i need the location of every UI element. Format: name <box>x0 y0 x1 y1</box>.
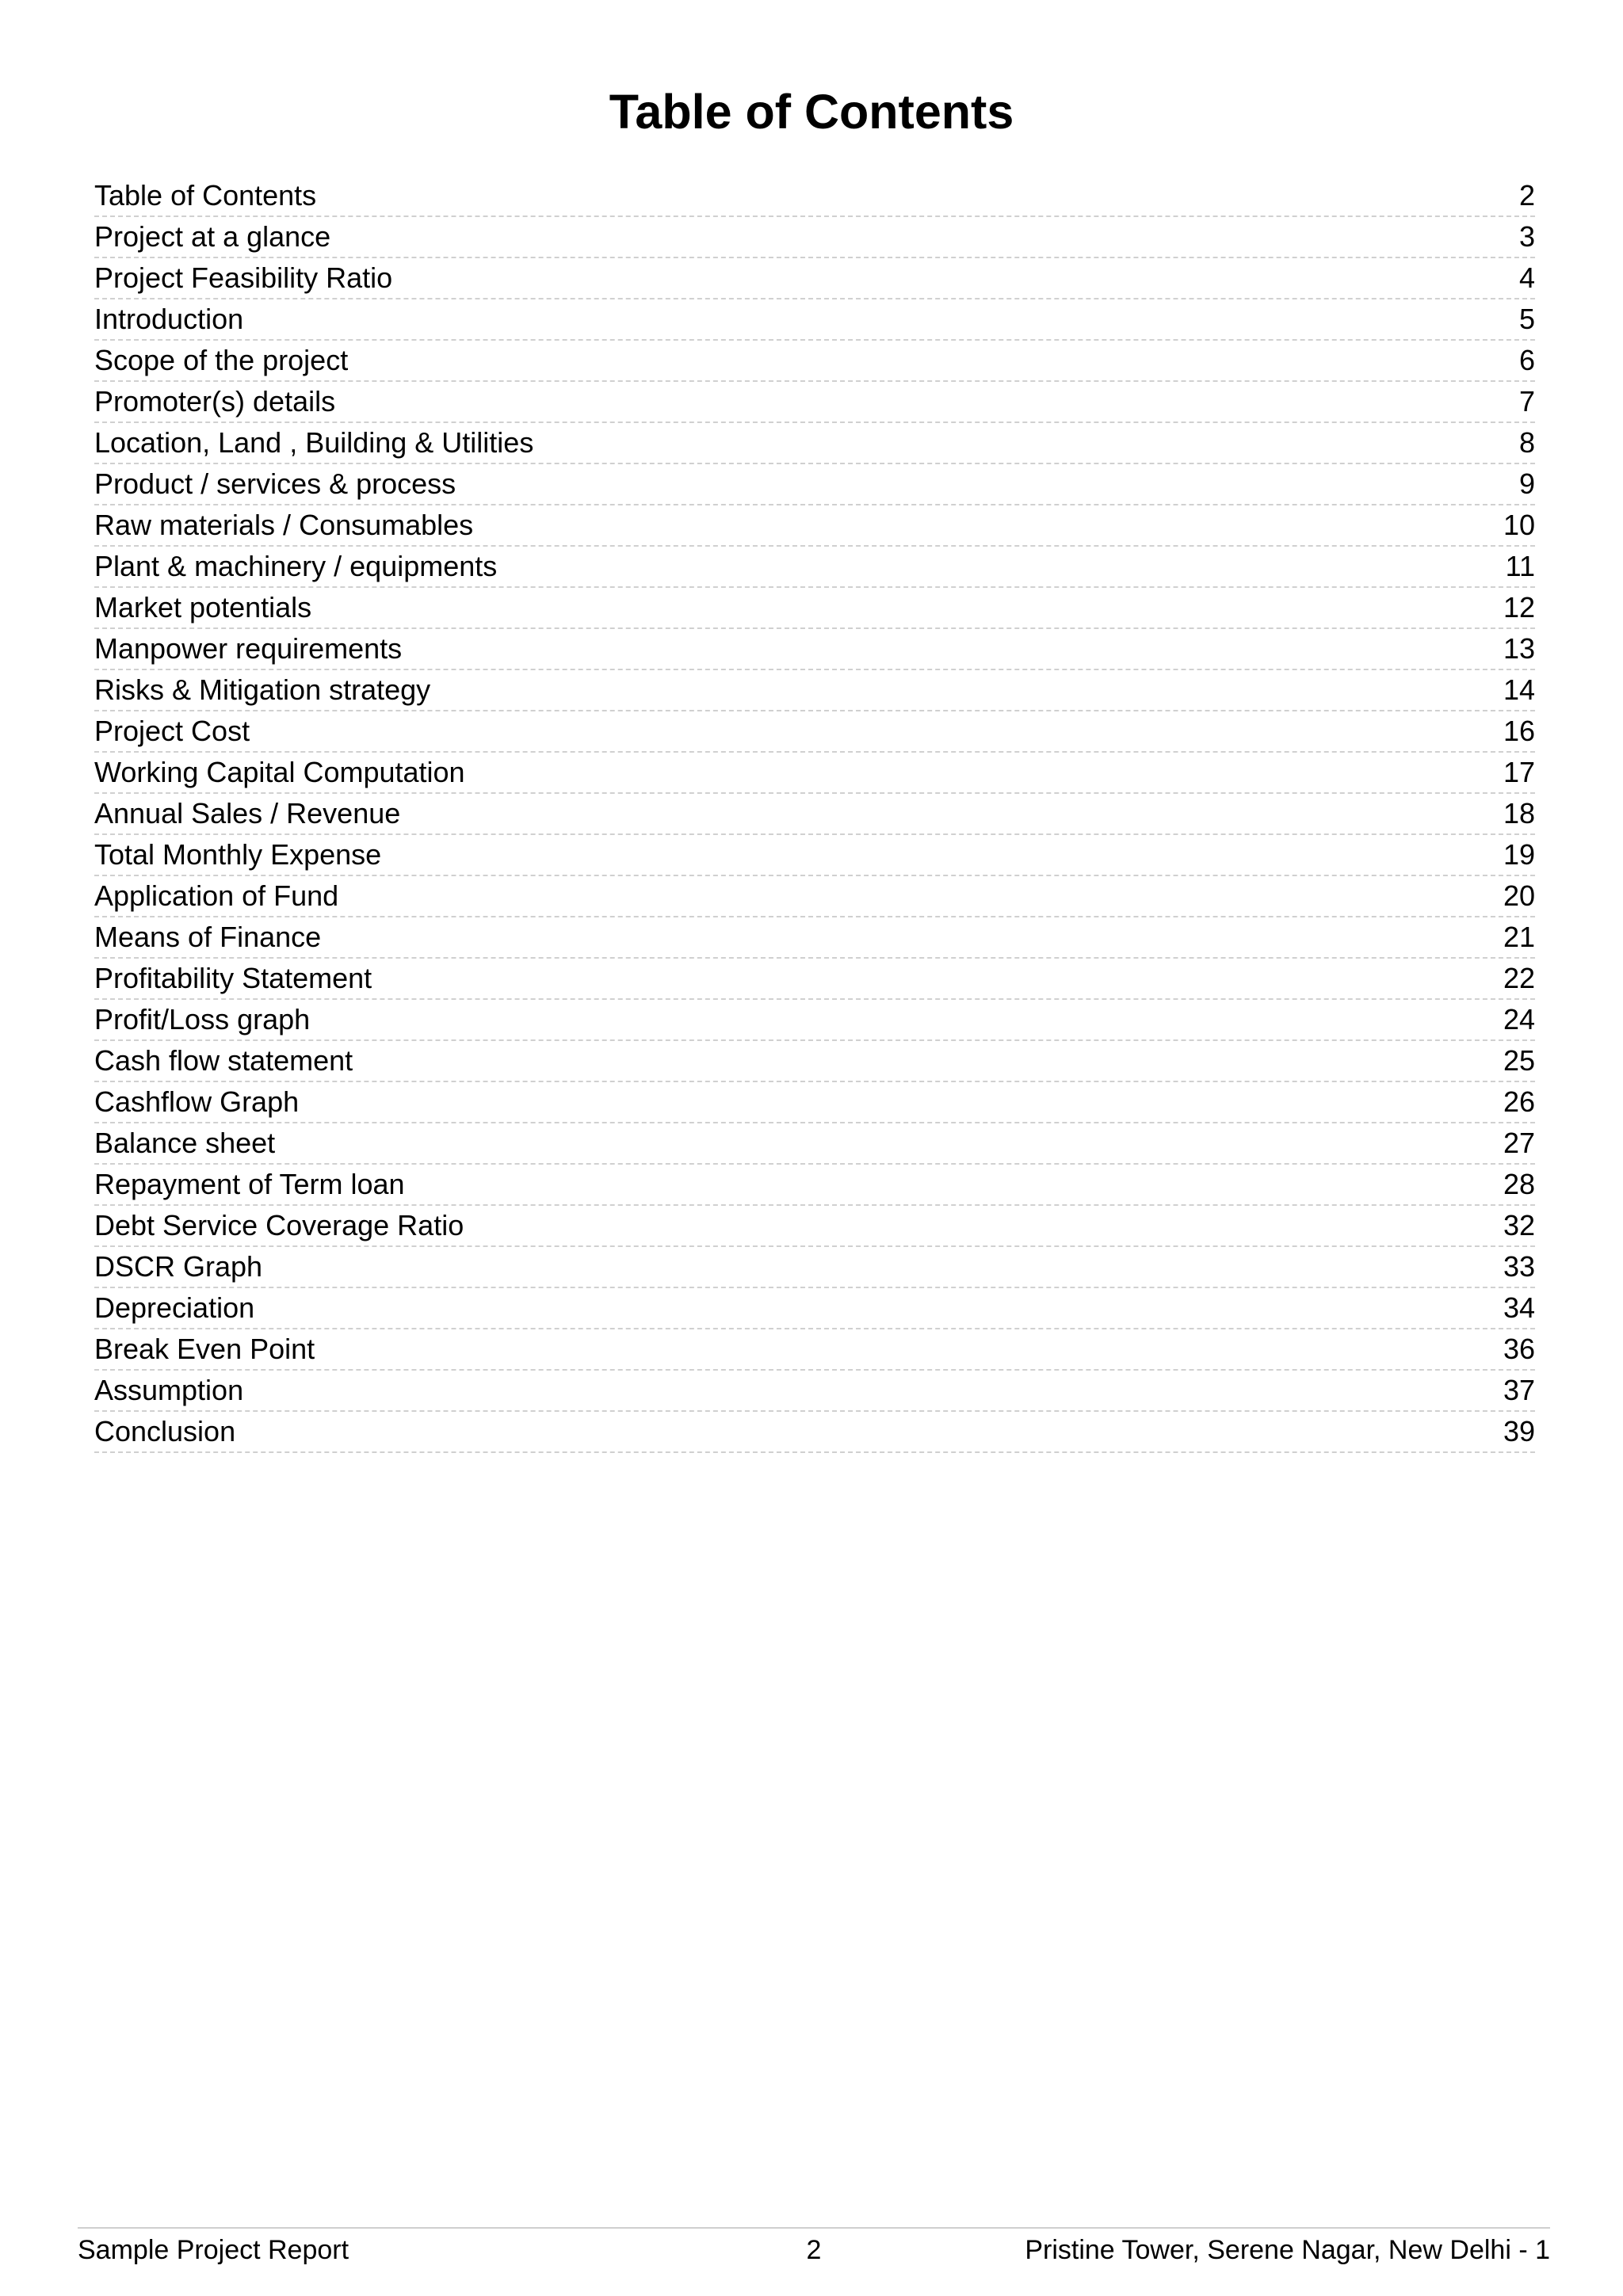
toc-entry-page-number: 11 <box>1505 550 1535 582</box>
toc-entry[interactable] <box>94 588 1535 629</box>
toc-entry-label: Application of Fund <box>94 879 339 912</box>
toc-entry-page-number: 17 <box>1503 756 1535 788</box>
toc-entry-page-number: 37 <box>1503 1374 1535 1406</box>
toc-list <box>94 176 1535 1453</box>
toc-entry-label: Location, Land , Building & Utilities <box>94 426 534 459</box>
toc-entry-label: Depreciation <box>94 1291 255 1324</box>
footer-report-name: Sample Project Report <box>78 2235 349 2265</box>
toc-entry-label: Working Capital Computation <box>94 756 465 788</box>
toc-entry[interactable] <box>94 1165 1535 1206</box>
toc-entry[interactable] <box>94 341 1535 382</box>
footer-address: Pristine Tower, Serene Nagar, New Delhi - 1 <box>1025 2235 1550 2265</box>
toc-entry[interactable] <box>94 217 1535 258</box>
toc-entry-page-number: 34 <box>1503 1291 1535 1324</box>
toc-entry[interactable] <box>94 1082 1535 1123</box>
toc-entry-page-number: 24 <box>1503 1003 1535 1035</box>
toc-entry-page-number: 25 <box>1503 1044 1535 1077</box>
toc-entry-page-number: 36 <box>1503 1333 1535 1365</box>
toc-entry-page-number: 39 <box>1503 1415 1535 1447</box>
toc-entry-page-number: 10 <box>1503 509 1535 541</box>
toc-entry-label: Cash flow statement <box>94 1044 353 1077</box>
toc-entry-label: Repayment of Term loan <box>94 1168 405 1200</box>
toc-entry-page-number: 13 <box>1503 632 1535 665</box>
toc-entry-label: Total Monthly Expense <box>94 838 382 871</box>
toc-entry-page-number: 8 <box>1518 426 1535 459</box>
toc-entry-page-number: 18 <box>1503 797 1535 830</box>
toc-entry[interactable] <box>94 1247 1535 1288</box>
toc-entry-page-number: 33 <box>1503 1250 1535 1283</box>
toc-entry-label: Conclusion <box>94 1415 236 1447</box>
footer-page-number: 2 <box>806 2235 822 2265</box>
toc-entry[interactable] <box>94 505 1535 547</box>
toc-entry[interactable] <box>94 1000 1535 1041</box>
toc-entry[interactable] <box>94 464 1535 505</box>
toc-entry-label: Project at a glance <box>94 220 331 253</box>
toc-entry[interactable] <box>94 753 1535 794</box>
toc-entry[interactable] <box>94 1412 1535 1453</box>
toc-entry-page-number: 26 <box>1503 1085 1535 1118</box>
toc-entry-label: Scope of the project <box>94 344 349 376</box>
toc-entry-page-number: 7 <box>1518 385 1535 418</box>
page-footer <box>78 2231 1550 2269</box>
toc-entry[interactable] <box>94 547 1535 588</box>
toc-entry-page-number: 2 <box>1518 179 1535 212</box>
toc-entry-label: Introduction <box>94 303 244 335</box>
toc-entry-page-number: 9 <box>1518 467 1535 500</box>
toc-entry-label: Profit/Loss graph <box>94 1003 311 1035</box>
toc-entry-page-number: 28 <box>1503 1168 1535 1200</box>
toc-entry-label: Table of Contents <box>94 179 317 212</box>
toc-entry-label: Debt Service Coverage Ratio <box>94 1209 464 1241</box>
toc-entry-label: Risks & Mitigation strategy <box>94 673 431 706</box>
toc-entry[interactable] <box>94 1041 1535 1082</box>
toc-entry[interactable] <box>94 629 1535 670</box>
toc-entry[interactable] <box>94 1329 1535 1371</box>
toc-entry-page-number: 22 <box>1503 962 1535 994</box>
toc-entry-label: Market potentials <box>94 591 312 624</box>
toc-entry[interactable] <box>94 258 1535 299</box>
toc-entry[interactable] <box>94 711 1535 753</box>
toc-entry-page-number: 4 <box>1518 261 1535 294</box>
toc-entry-label: Product / services & process <box>94 467 456 500</box>
toc-entry-page-number: 3 <box>1518 220 1535 253</box>
toc-entry[interactable] <box>94 670 1535 711</box>
toc-entry[interactable] <box>94 1288 1535 1329</box>
toc-entry[interactable] <box>94 959 1535 1000</box>
toc-entry-label: Manpower requirements <box>94 632 403 665</box>
toc-entry-label: Raw materials / Consumables <box>94 509 474 541</box>
toc-entry[interactable] <box>94 794 1535 835</box>
toc-entry-page-number: 19 <box>1503 838 1535 871</box>
toc-entry-label: Plant & machinery / equipments <box>94 550 498 582</box>
toc-entry[interactable] <box>94 1371 1535 1412</box>
toc-entry-label: Annual Sales / Revenue <box>94 797 401 830</box>
toc-entry-label: Assumption <box>94 1374 244 1406</box>
toc-entry-label: Balance sheet <box>94 1127 276 1159</box>
toc-entry-page-number: 32 <box>1503 1209 1535 1241</box>
toc-entry-page-number: 12 <box>1503 591 1535 624</box>
toc-entry-page-number: 16 <box>1503 715 1535 747</box>
toc-entry-label: Break Even Point <box>94 1333 315 1365</box>
toc-entry[interactable] <box>94 176 1535 217</box>
toc-entry-label: Promoter(s) details <box>94 385 336 418</box>
toc-entry-page-number: 27 <box>1503 1127 1535 1159</box>
toc-entry-page-number: 14 <box>1503 673 1535 706</box>
toc-entry[interactable] <box>94 917 1535 959</box>
toc-entry[interactable] <box>94 835 1535 876</box>
toc-entry[interactable] <box>94 423 1535 464</box>
toc-entry[interactable] <box>94 1123 1535 1165</box>
footer-divider <box>78 2227 1550 2229</box>
toc-entry-label: Project Feasibility Ratio <box>94 261 393 294</box>
toc-entry-label: DSCR Graph <box>94 1250 263 1283</box>
toc-entry-page-number: 5 <box>1518 303 1535 335</box>
toc-entry[interactable] <box>94 876 1535 917</box>
toc-entry-page-number: 20 <box>1503 879 1535 912</box>
toc-entry[interactable] <box>94 382 1535 423</box>
toc-entry-label: Means of Finance <box>94 921 322 953</box>
toc-entry-page-number: 6 <box>1518 344 1535 376</box>
toc-entry-label: Project Cost <box>94 715 250 747</box>
toc-entry[interactable] <box>94 1206 1535 1247</box>
toc-entry-label: Profitability Statement <box>94 962 372 994</box>
page-title: Table of Contents <box>609 85 1014 139</box>
toc-entry-page-number: 21 <box>1503 921 1535 953</box>
toc-entry-label: Cashflow Graph <box>94 1085 300 1118</box>
toc-entry[interactable] <box>94 299 1535 341</box>
